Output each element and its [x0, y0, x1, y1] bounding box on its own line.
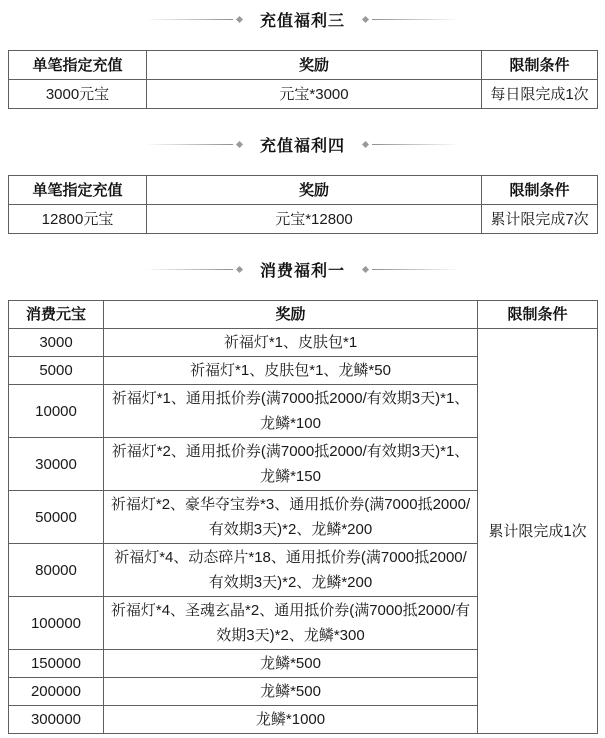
- table-header-row: [9, 51, 598, 80]
- recharge-benefit-3-table: [8, 50, 598, 109]
- diamond-icon: [236, 265, 243, 272]
- table-cell: 龙鳞*1000: [104, 706, 478, 734]
- section-title-consume-1: [8, 259, 597, 279]
- table-cell: 50000: [9, 491, 104, 544]
- table-cell: 3000: [9, 329, 104, 357]
- table-cell: 祈福灯*1、皮肤包*1、龙鳞*50: [104, 357, 478, 385]
- section-title-text: 消费福利一: [259, 262, 345, 280]
- title-line-right: [372, 269, 460, 270]
- table-header-row: [9, 176, 598, 205]
- table-header-cell: 奖励: [147, 51, 482, 80]
- table-header-cell: 奖励: [104, 301, 478, 329]
- table-cell: 祈福灯*1、通用抵价券(满7000抵2000/有效期3天)*1、龙鳞*100: [104, 385, 478, 438]
- section-title-text: 充值福利四: [259, 137, 345, 155]
- table-cell: 祈福灯*2、豪华夺宝券*3、通用抵价券(满7000抵2000/有效期3天)*2、龙鳞*200: [104, 491, 478, 544]
- diamond-icon: [362, 265, 369, 272]
- section-title-recharge-4: [8, 134, 597, 154]
- table-cell: 祈福灯*4、圣魂玄晶*2、通用抵价券(满7000抵2000/有效期3天)*2、龙鳞*300: [104, 597, 478, 650]
- table-cell: 3000元宝: [9, 80, 147, 109]
- title-line-right: [372, 19, 460, 20]
- table-row: [9, 205, 598, 234]
- table-cell: 元宝*12800: [147, 205, 482, 234]
- table-header-cell: 单笔指定充值: [9, 51, 147, 80]
- section-title-text: 充值福利三: [259, 12, 345, 30]
- section-title-recharge-3: [8, 9, 597, 29]
- table-cell: 每日限完成1次: [482, 80, 598, 109]
- recharge-benefit-4-table: [8, 175, 598, 234]
- table-row: [9, 329, 598, 357]
- title-line-left: [145, 19, 233, 20]
- table-cell: 龙鳞*500: [104, 650, 478, 678]
- table-row: [9, 80, 598, 109]
- consume-benefit-1-table: [8, 300, 598, 734]
- diamond-icon: [236, 140, 243, 147]
- table-header-row: [9, 301, 598, 329]
- table-cell: 12800元宝: [9, 205, 147, 234]
- table-header-cell: 限制条件: [482, 51, 598, 80]
- table-cell: 150000: [9, 650, 104, 678]
- table-cell: 祈福灯*4、动态碎片*18、通用抵价券(满7000抵2000/有效期3天)*2、龙鳞*200: [104, 544, 478, 597]
- table-header-cell: 限制条件: [478, 301, 598, 329]
- table-cell: 100000: [9, 597, 104, 650]
- table-cell: 祈福灯*2、通用抵价券(满7000抵2000/有效期3天)*1、龙鳞*150: [104, 438, 478, 491]
- diamond-icon: [362, 15, 369, 22]
- table-cell: 10000: [9, 385, 104, 438]
- table-cell: 累计限完成7次: [482, 205, 598, 234]
- title-line-left: [145, 144, 233, 145]
- table-cell: 30000: [9, 438, 104, 491]
- table-cell: 元宝*3000: [147, 80, 482, 109]
- limit-condition-merged-cell: 累计限完成1次: [478, 329, 598, 734]
- diamond-icon: [362, 140, 369, 147]
- diamond-icon: [236, 15, 243, 22]
- table-header-cell: 限制条件: [482, 176, 598, 205]
- table-cell: 祈福灯*1、皮肤包*1: [104, 329, 478, 357]
- table-cell: 80000: [9, 544, 104, 597]
- title-line-right: [372, 144, 460, 145]
- table-header-cell: 消费元宝: [9, 301, 104, 329]
- table-header-cell: 奖励: [147, 176, 482, 205]
- table-cell: 5000: [9, 357, 104, 385]
- table-header-cell: 单笔指定充值: [9, 176, 147, 205]
- table-cell: 300000: [9, 706, 104, 734]
- title-line-left: [145, 269, 233, 270]
- table-cell: 200000: [9, 678, 104, 706]
- table-cell: 龙鳞*500: [104, 678, 478, 706]
